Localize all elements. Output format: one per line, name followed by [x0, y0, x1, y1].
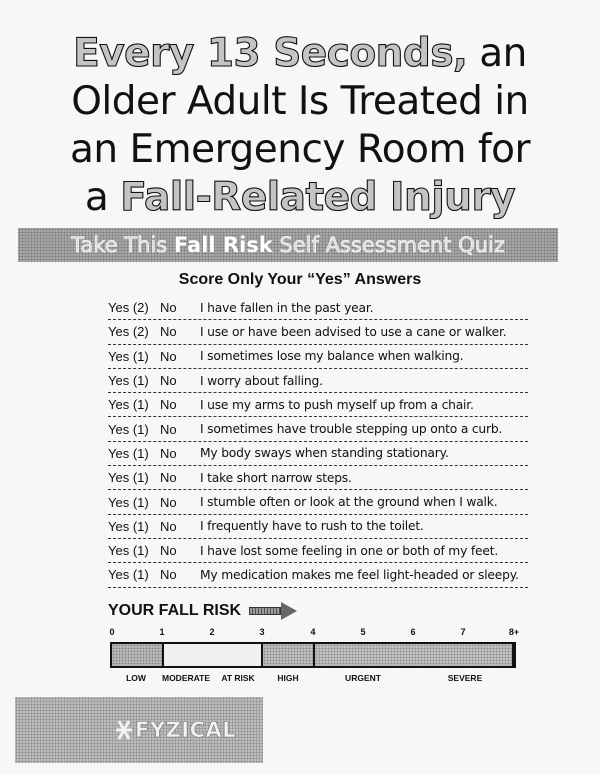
no-option[interactable]: No — [160, 518, 177, 534]
quiz-row — [108, 417, 528, 441]
yes-option[interactable]: Yes (1) — [108, 494, 149, 510]
quiz-row — [108, 466, 528, 490]
quiz-statement: I frequently have to rush to the toilet. — [200, 519, 424, 534]
headline-emphasis-1: Every 13 Seconds, — [73, 31, 468, 76]
scale-segment-high — [263, 644, 315, 666]
risk-level-label: AT RISK — [221, 673, 255, 683]
headline-line-2: Older Adult Is Treated in — [71, 79, 529, 124]
quiz-statement: I stumble often or look at the ground when I walk. — [200, 495, 498, 510]
scale-tick: 1 — [159, 627, 165, 637]
yes-option[interactable]: Yes (1) — [108, 445, 149, 461]
risk-level-label: SEVERE — [447, 673, 483, 683]
scale-tick: 5 — [360, 627, 366, 637]
quiz-row — [108, 563, 528, 587]
quiz-statement: I have lost some feeling in one or both of my feet. — [200, 543, 499, 558]
risk-level-label: MODERATE — [161, 673, 211, 683]
scale-tick: 4 — [310, 627, 316, 637]
yes-option[interactable]: Yes (1) — [108, 348, 149, 364]
fyzical-logo-icon — [115, 719, 133, 741]
yes-option[interactable]: Yes (1) — [108, 470, 149, 486]
yes-option[interactable]: Yes (2) — [108, 300, 149, 316]
scale-tick: 8+ — [508, 627, 520, 637]
quiz-row — [108, 296, 528, 320]
quiz-statement: I use my arms to push myself up from a chair. — [200, 397, 474, 412]
fall-risk-title: YOUR FALL RISK — [108, 602, 242, 619]
quiz-row — [108, 393, 528, 417]
brand-logo-text: FYZICAL — [135, 718, 237, 742]
no-option[interactable]: No — [160, 567, 177, 583]
yes-option[interactable]: Yes (1) — [108, 373, 149, 389]
scale-tick: 7 — [460, 627, 466, 637]
quiz-row — [108, 345, 528, 369]
no-option[interactable]: No — [160, 348, 177, 364]
scale-tick: 0 — [109, 627, 115, 637]
no-option[interactable]: No — [160, 300, 177, 316]
quiz-statement: I sometimes lose my balance when walking. — [200, 349, 464, 364]
quiz-list — [108, 296, 528, 588]
quiz-statement: I sometimes have trouble stepping up onto a curb. — [200, 422, 503, 437]
headline-text-1: an — [467, 31, 527, 76]
quiz-statement: I have fallen in the past year. — [200, 300, 374, 315]
quiz-banner — [18, 228, 558, 262]
headline-line-4 — [0, 174, 600, 222]
headline-line-1 — [0, 30, 600, 78]
banner-text-post: Self Assessment Quiz — [272, 233, 505, 257]
risk-level-label: LOW — [126, 673, 146, 683]
scale-tick: 6 — [410, 627, 416, 637]
arrow-head-icon — [281, 602, 297, 620]
no-option[interactable]: No — [160, 445, 177, 461]
scale-segment-urgent — [315, 644, 514, 666]
no-option[interactable]: No — [160, 470, 177, 486]
scale-tick: 3 — [259, 627, 265, 637]
banner-text-pre: Take This — [71, 233, 174, 257]
brand-logo-panel — [15, 697, 263, 763]
no-option[interactable]: No — [160, 494, 177, 510]
risk-level-label: URGENT — [345, 673, 381, 683]
yes-option[interactable]: Yes (1) — [108, 567, 149, 583]
quiz-statement: My medication makes me feel light-headed or sleepy. — [200, 567, 519, 582]
quiz-row — [108, 442, 528, 466]
quiz-row — [108, 539, 528, 563]
quiz-statement: I use or have been advised to use a cane or walker. — [200, 324, 507, 339]
risk-level-labels — [0, 673, 600, 687]
quiz-row — [108, 490, 528, 514]
scale-segment-low — [112, 644, 164, 666]
headline-line-3: an Emergency Room for — [70, 127, 530, 172]
banner-text-bold: Fall Risk — [173, 233, 273, 257]
quiz-statement: I take short narrow steps. — [200, 470, 352, 485]
quiz-row — [108, 369, 528, 393]
quiz-statement: I worry about falling. — [200, 373, 323, 388]
quiz-statement: My body sways when standing stationary. — [200, 446, 449, 461]
no-option[interactable]: No — [160, 543, 177, 559]
quiz-row — [108, 320, 528, 344]
no-option[interactable]: No — [160, 324, 177, 340]
yes-option[interactable]: Yes (1) — [108, 518, 149, 534]
yes-option[interactable]: Yes (1) — [108, 397, 149, 413]
risk-scale-bar — [110, 642, 516, 668]
arrow-right-icon — [249, 607, 281, 615]
headline-emphasis-2: Fall-Related Injury — [120, 175, 516, 220]
fall-risk-heading — [108, 602, 297, 620]
no-option[interactable]: No — [160, 373, 177, 389]
headline-text-4: a — [84, 175, 121, 220]
quiz-subtitle: Score Only Your “Yes” Answers — [178, 271, 422, 288]
scale-tick: 2 — [209, 627, 215, 637]
risk-scale-ticks — [0, 627, 600, 641]
no-option[interactable]: No — [160, 421, 177, 437]
headline — [0, 30, 600, 222]
risk-level-label: HIGH — [277, 673, 299, 683]
no-option[interactable]: No — [160, 397, 177, 413]
scale-segment-moderate — [164, 644, 264, 666]
yes-option[interactable]: Yes (2) — [108, 324, 149, 340]
quiz-row — [108, 515, 528, 539]
yes-option[interactable]: Yes (1) — [108, 543, 149, 559]
yes-option[interactable]: Yes (1) — [108, 421, 149, 437]
